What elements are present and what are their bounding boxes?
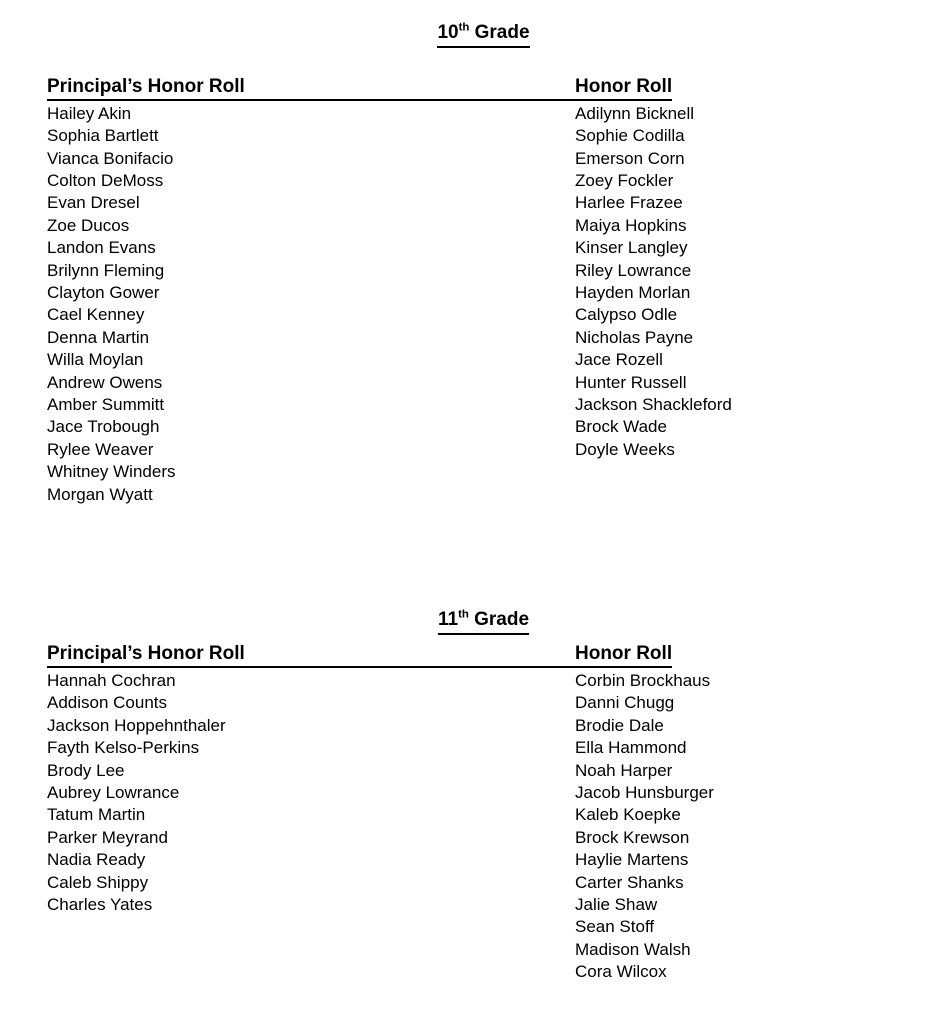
name-line: Calypso Odle bbox=[575, 305, 678, 325]
heading-text: Principal’s Honor Roll bbox=[47, 642, 245, 664]
grade-ordinal: th bbox=[458, 608, 469, 621]
name-line: Jacob Hunsburger bbox=[575, 782, 714, 802]
name-line: Jace Trobough bbox=[47, 417, 160, 437]
name-line: Cael Kenney bbox=[47, 305, 145, 325]
grade-word: Grade bbox=[469, 22, 530, 43]
name-line: Brilynn Fleming bbox=[47, 260, 165, 280]
principals-honor-roll-list bbox=[47, 670, 575, 984]
name-line: Landon Evans bbox=[47, 238, 156, 258]
name-line: Danni Chugg bbox=[575, 693, 675, 713]
grade-title-11 bbox=[438, 609, 529, 635]
principals-honor-roll-list bbox=[47, 103, 575, 506]
name-line: Harlee Frazee bbox=[575, 193, 683, 213]
principals-honor-roll-heading bbox=[47, 642, 575, 668]
heading-text: Honor Roll bbox=[575, 642, 672, 668]
name-line: Morgan Wyatt bbox=[47, 484, 153, 504]
name-line: Amber Summitt bbox=[47, 395, 165, 415]
grade-section-11 bbox=[47, 609, 890, 983]
heading-text: Principal’s Honor Roll bbox=[47, 75, 245, 97]
name-line: Cora Wilcox bbox=[575, 962, 667, 982]
name-line: Doyle Weeks bbox=[575, 439, 675, 459]
name-line: Brody Lee bbox=[47, 760, 125, 780]
name-line: Evan Dresel bbox=[47, 193, 140, 213]
name-line: Corbin Brockhaus bbox=[575, 670, 711, 690]
name-line: Caleb Shippy bbox=[47, 872, 149, 892]
name-line: Hailey Akin bbox=[47, 103, 132, 123]
name-line: Ella Hammond bbox=[575, 738, 687, 758]
name-columns bbox=[47, 103, 890, 506]
columns-header bbox=[47, 75, 890, 101]
section-title-row bbox=[47, 22, 890, 48]
name-line: Emerson Corn bbox=[575, 148, 685, 168]
honor-roll-heading bbox=[575, 642, 890, 668]
name-line: Sophie Codilla bbox=[575, 126, 685, 146]
honor-roll-list bbox=[575, 103, 890, 506]
name-line: Adilynn Bicknell bbox=[575, 103, 695, 123]
name-line: Haylie Martens bbox=[575, 850, 689, 870]
honor-roll-list bbox=[575, 670, 890, 984]
name-line: Kaleb Koepke bbox=[575, 805, 681, 825]
name-line: Riley Lowrance bbox=[575, 260, 692, 280]
grade-number: 10 bbox=[437, 22, 459, 43]
grade-word: Grade bbox=[468, 609, 530, 631]
grade-section-10 bbox=[47, 22, 890, 506]
name-line: Fayth Kelso-Perkins bbox=[47, 738, 200, 758]
name-line: Jace Rozell bbox=[575, 350, 663, 370]
name-line: Addison Counts bbox=[47, 693, 168, 713]
name-line: Whitney Winders bbox=[47, 462, 176, 482]
grade-title-10 bbox=[437, 22, 529, 48]
heading-text: Honor Roll bbox=[575, 75, 672, 101]
name-line: Nicholas Payne bbox=[575, 327, 694, 347]
name-line: Aubrey Lowrance bbox=[47, 782, 180, 802]
name-line: Jackson Shackleford bbox=[575, 395, 732, 415]
name-line: Andrew Owens bbox=[47, 372, 163, 392]
name-line: Sean Stoff bbox=[575, 917, 655, 937]
section-title-row bbox=[47, 609, 890, 635]
name-line: Charles Yates bbox=[47, 894, 153, 914]
name-line: Kinser Langley bbox=[575, 238, 688, 258]
name-line: Jackson Hoppehnthaler bbox=[47, 715, 226, 735]
name-line: Denna Martin bbox=[47, 327, 150, 347]
name-line: Hayden Morlan bbox=[575, 283, 691, 303]
name-line: Nadia Ready bbox=[47, 850, 146, 870]
name-line: Maiya Hopkins bbox=[575, 215, 687, 235]
name-line: Parker Meyrand bbox=[47, 827, 168, 847]
name-line: Jalie Shaw bbox=[575, 894, 658, 914]
honor-roll-heading bbox=[575, 75, 890, 101]
name-line: Zoe Ducos bbox=[47, 215, 130, 235]
name-line: Carter Shanks bbox=[575, 872, 684, 892]
name-line: Willa Moylan bbox=[47, 350, 144, 370]
name-line: Zoey Fockler bbox=[575, 171, 674, 191]
principals-honor-roll-heading bbox=[47, 75, 575, 101]
name-line: Madison Walsh bbox=[575, 939, 691, 959]
name-line: Tatum Martin bbox=[47, 805, 146, 825]
name-line: Brock Krewson bbox=[575, 827, 690, 847]
name-line: Hunter Russell bbox=[575, 372, 687, 392]
columns-header bbox=[47, 642, 890, 668]
name-line: Brodie Dale bbox=[575, 715, 664, 735]
grade-number: 11 bbox=[437, 609, 459, 631]
name-line: Vianca Bonifacio bbox=[47, 148, 174, 168]
name-columns bbox=[47, 670, 890, 984]
name-line: Noah Harper bbox=[575, 760, 673, 780]
name-line: Clayton Gower bbox=[47, 283, 160, 303]
name-line: Brock Wade bbox=[575, 417, 667, 437]
grade-ordinal: th bbox=[458, 21, 470, 34]
name-line: Colton DeMoss bbox=[47, 171, 164, 191]
name-line: Rylee Weaver bbox=[47, 439, 154, 459]
name-line: Sophia Bartlett bbox=[47, 126, 159, 146]
name-line: Hannah Cochran bbox=[47, 670, 176, 690]
